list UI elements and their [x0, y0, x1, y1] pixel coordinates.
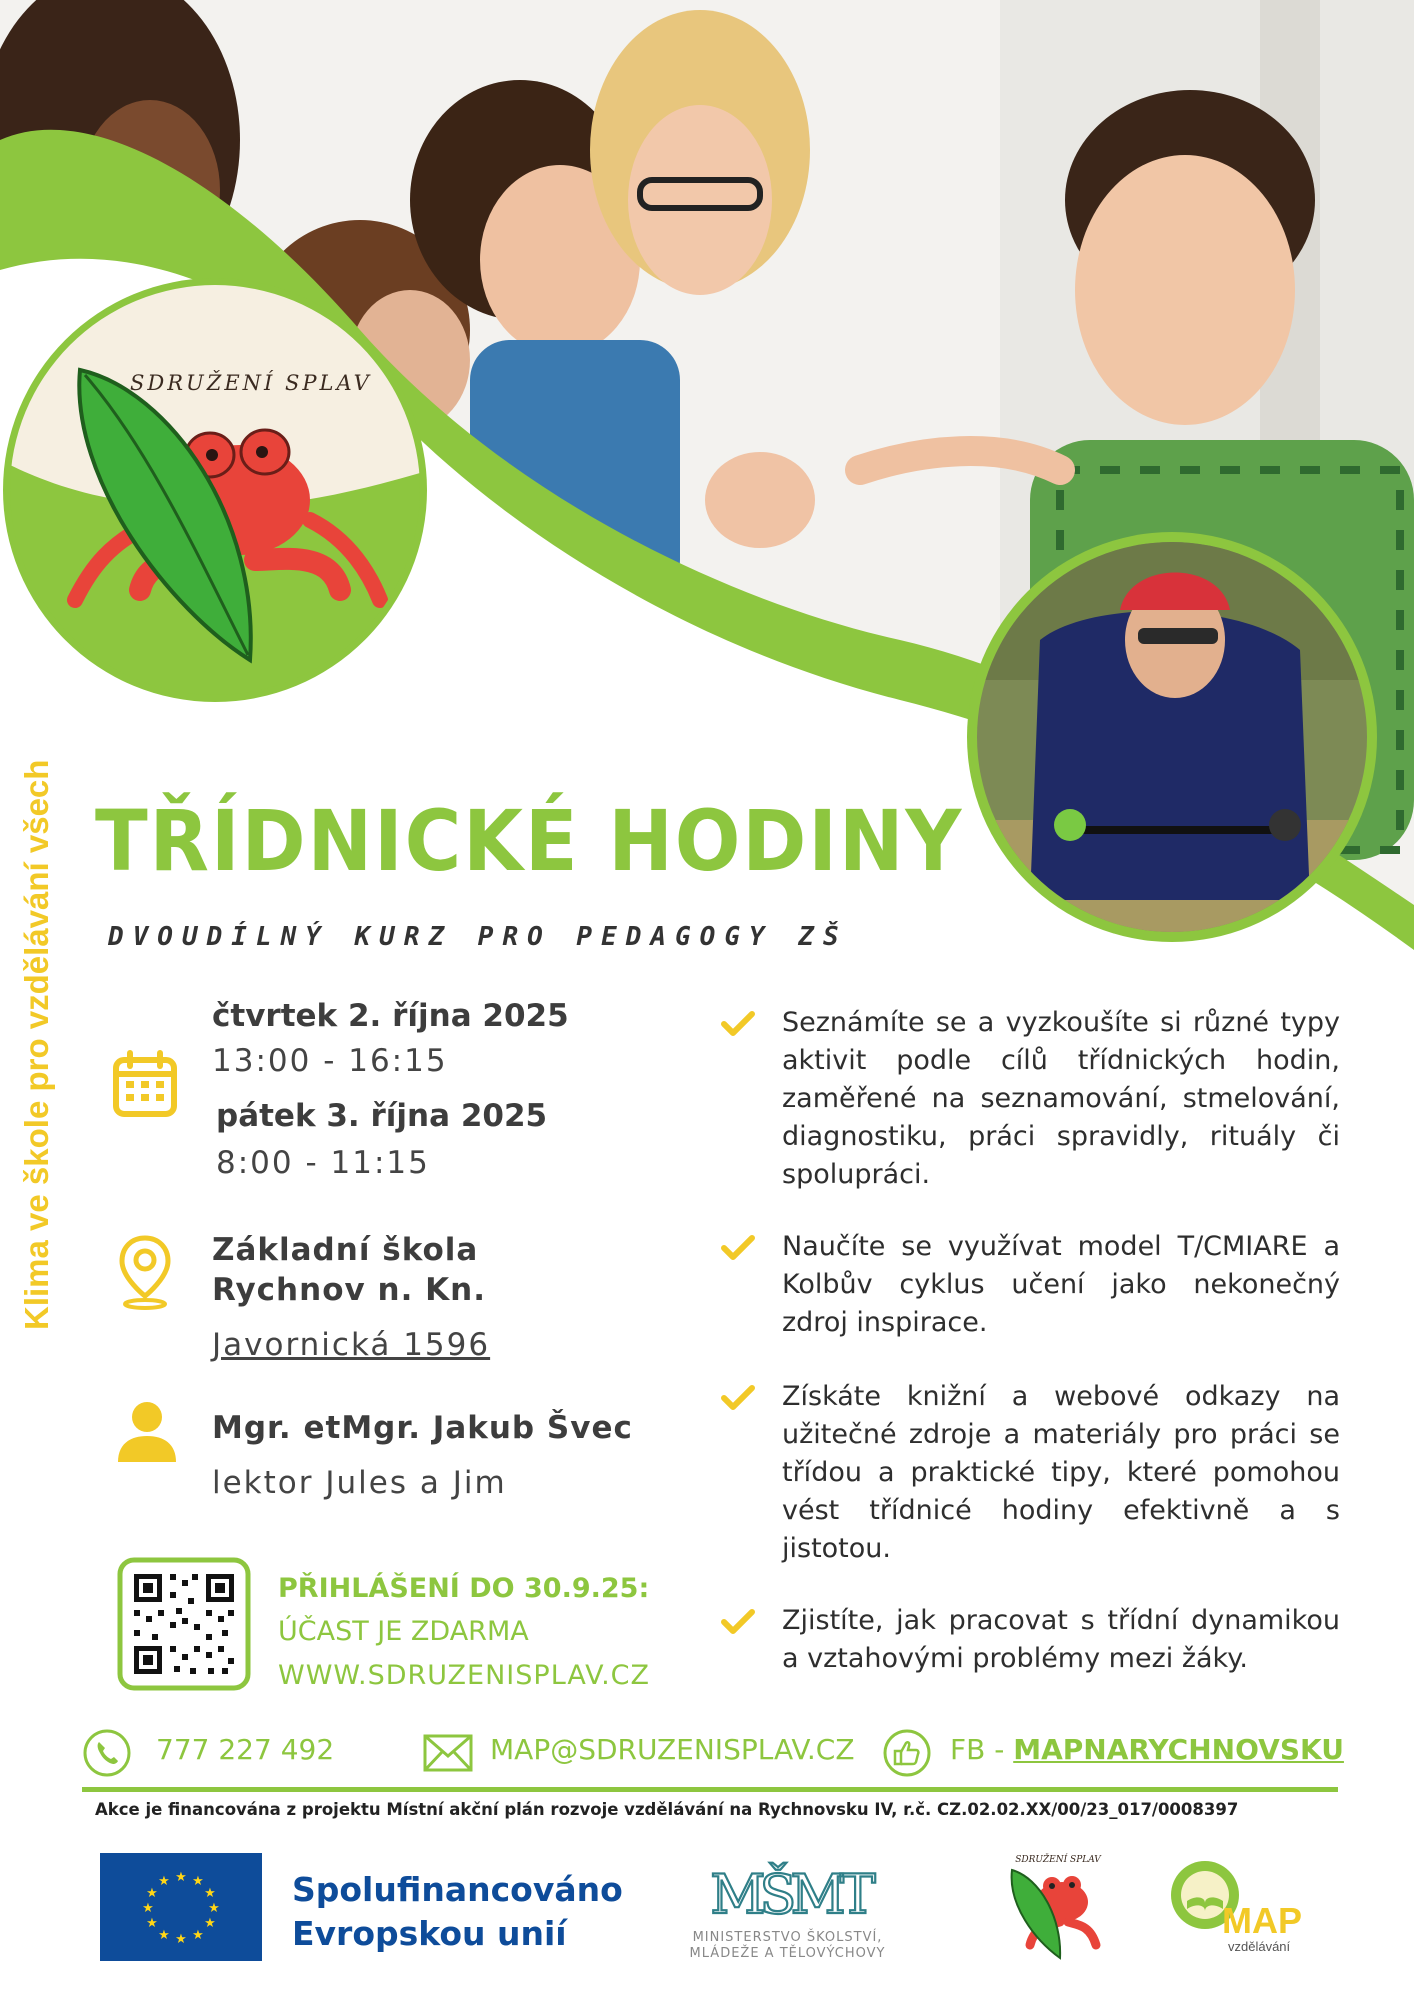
person-icon	[116, 1400, 178, 1466]
calendar-icon	[112, 1050, 178, 1118]
facebook-link[interactable]: MAPNARYCHNOVSKU	[1013, 1733, 1344, 1766]
map-logo	[1160, 1857, 1310, 1957]
school-town: Rychnov n. Kn.	[212, 1272, 487, 1308]
registration-deadline: PŘIHLÁŠENÍ DO 30.9.25:	[278, 1573, 650, 1604]
thumbs-up-icon	[882, 1728, 932, 1778]
msmt-logo	[710, 1853, 870, 1928]
svg-text:★: ★	[158, 1874, 170, 1889]
eu-line2: Evropskou unií	[292, 1914, 567, 1953]
check-icon	[720, 1384, 756, 1412]
logo-text: SDRUŽENÍ SPLAV	[130, 371, 372, 395]
benefit-item	[720, 1602, 1340, 1678]
page-subtitle: DVOUDÍLNÝ KURZ PRO PEDAGOGY ZŠ	[108, 922, 848, 952]
benefit-item	[720, 1228, 1340, 1342]
msmt-line1: MINISTERSTVO ŠKOLSTVÍ,	[692, 1930, 883, 1945]
eu-line1: Spolufinancováno	[292, 1870, 623, 1909]
svg-text:★: ★	[158, 1928, 170, 1943]
msmt-logo-text: MŠMT	[710, 1863, 870, 1926]
benefit-text: Získáte knižní a webové odkazy na užitečné zdroje a materiály pro práci se třídou a praktické tipy, které pomohou vést třídnicé hodiny efektivně a s jistotou.	[782, 1381, 1340, 1564]
page-title: TŘÍDNICKÉ HODINY	[95, 792, 964, 890]
check-icon	[720, 1010, 756, 1038]
check-icon	[720, 1608, 756, 1636]
svg-text:★: ★	[192, 1928, 204, 1943]
facebook-label	[950, 1733, 1344, 1766]
svg-text:★: ★	[146, 1916, 158, 1931]
benefit-text: Seznámíte se a vyzkoušíte si různé typy aktivit podle cílů třídnických hodin, zaměřené na seznamování, stmelování, diagnostiku, práci spravidly, rituály či spolupráci.	[782, 1007, 1340, 1190]
qr-code[interactable]	[118, 1558, 250, 1690]
svg-text:★: ★	[146, 1886, 158, 1901]
eu-flag-icon	[100, 1853, 262, 1961]
day1-date: čtvrtek 2. října 2025	[212, 998, 569, 1034]
funding-note: Akce je financována z projektu Místní akční plán rozvoje vzdělávání na Rychnovsku IV, r.č. CZ.02.02.XX/00/23_017/0008397	[95, 1800, 1239, 1819]
school-address-link[interactable]: Javornická 1596	[212, 1327, 491, 1363]
day1-time: 13:00 - 16:15	[212, 1043, 448, 1079]
svg-text:★: ★	[204, 1886, 216, 1901]
side-slogan: Klima ve škole pro vzdělávání všech	[18, 759, 55, 1330]
eu-cofunded-text	[292, 1868, 623, 1956]
svg-text:★: ★	[204, 1916, 216, 1931]
divider	[82, 1787, 1338, 1792]
lecturer-role: lektor Jules a Jim	[212, 1465, 507, 1501]
benefit-text: Zjistíte, jak pracovat s třídní dynamikou a vztahovými problémy mezi žáky.	[782, 1605, 1340, 1674]
svg-text:★: ★	[175, 1932, 187, 1947]
phone-icon	[82, 1728, 132, 1778]
benefit-item	[720, 1378, 1340, 1568]
facebook-prefix: FB -	[950, 1733, 1014, 1766]
svg-text:★: ★	[192, 1874, 204, 1889]
email-link[interactable]: MAP@SDRUZENISPLAV.CZ	[490, 1733, 855, 1766]
benefit-item	[720, 1004, 1340, 1194]
day2-time: 8:00 - 11:15	[216, 1145, 430, 1181]
svg-text:★: ★	[142, 1901, 154, 1916]
registration-fee: ÚČAST JE ZDARMA	[278, 1616, 529, 1647]
map-logo-text: MAP	[1222, 1900, 1302, 1941]
registration-website-link[interactable]: WWW.SDRUZENISPLAV.CZ	[278, 1660, 651, 1691]
benefit-text: Naučíte se využívat model T/CMIARE a Kolbův cyklus učení jako nekonečný zdroj inspirace.	[782, 1231, 1340, 1338]
msmt-line2: MLÁDEŽE A TĚLOVÝCHOVY	[689, 1946, 886, 1961]
check-icon	[720, 1234, 756, 1262]
school-name: Základní škola	[212, 1232, 479, 1268]
phone-number[interactable]: 777 227 492	[156, 1733, 335, 1766]
svg-text:★: ★	[208, 1901, 220, 1916]
lecturer-name: Mgr. etMgr. Jakub Švec	[212, 1410, 633, 1446]
splav-small-logo	[1000, 1850, 1110, 1962]
day2-date: pátek 3. října 2025	[216, 1098, 548, 1134]
splav-small-text: SDRUŽENÍ SPLAV	[1015, 1855, 1101, 1865]
svg-text:★: ★	[175, 1870, 187, 1885]
location-pin-icon	[118, 1234, 172, 1310]
map-logo-sub: vzdělávání	[1228, 1939, 1291, 1954]
mail-icon	[423, 1734, 473, 1772]
msmt-text	[665, 1930, 910, 1962]
